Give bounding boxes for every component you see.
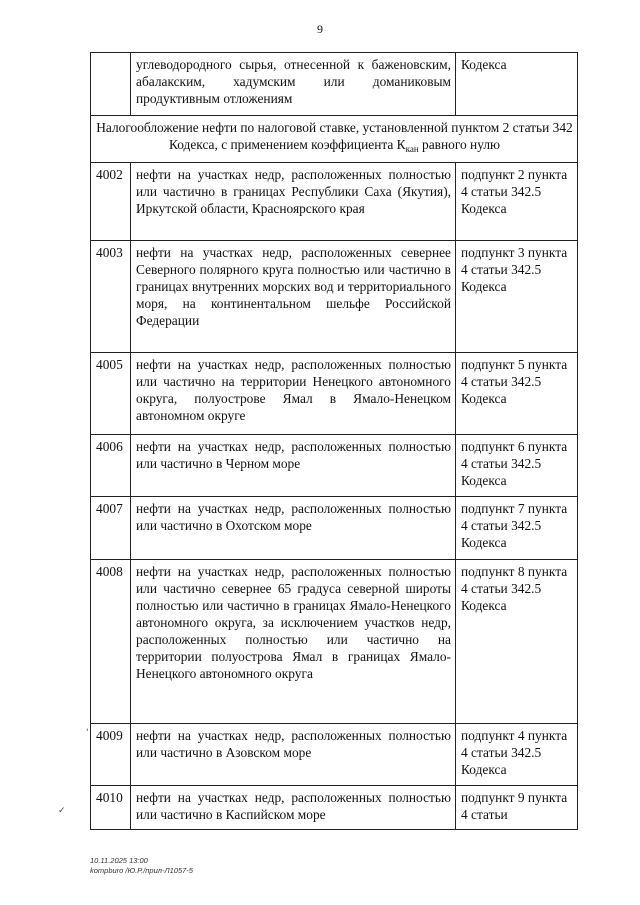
code-cell [91, 53, 131, 116]
description-cell: углеводородного сырья, отнесенной к баженовским, абалакским, хадумским или доманиковым продуктивным отложениям [131, 53, 456, 116]
table-row [91, 53, 578, 116]
description-cell: нефти на участках недр, расположенных полностью или частично севернее 65 градуса северной широты полностью или частично в границах Ямало-Ненецкого автономного округа, за исключением участков недр, расположенных полностью или частично на территории полуострова Ямал в границах Ямало-Ненецкого автономного округа [131, 560, 456, 724]
reference-cell: Кодекса [456, 53, 578, 116]
description-cell: нефти на участках недр, расположенных полностью или частично в Охотском море [131, 497, 456, 560]
reference-cell: подпункт 2 пункта 4 статьи 342.5 Кодекса [456, 163, 578, 241]
reference-cell: подпункт 9 пункта 4 статьи [456, 786, 578, 830]
table-row [91, 724, 578, 786]
table-row [91, 163, 578, 241]
description-cell: нефти на участках недр, расположенных полностью или частично на территории Ненецкого автономного округа, полуострове Ямал в Ямало-Ненецком автономном округе [131, 353, 456, 435]
description-cell: нефти на участках недр, расположенных севернее Северного полярного круга полностью или частично в границах внутренних морских вод и территориального моря, на континентальном шельфе Российской Федерации [131, 241, 456, 353]
margin-tick-mark: ' [86, 728, 89, 738]
reference-cell: подпункт 5 пункта 4 статьи 342.5 Кодекса [456, 353, 578, 435]
description-cell: нефти на участках недр, расположенных полностью или частично в Каспийском море [131, 786, 456, 830]
reference-cell: подпункт 8 пункта 4 статьи 342.5 Кодекса [456, 560, 578, 724]
tax-code-table [90, 52, 578, 830]
document-footer [90, 856, 193, 876]
table-row [91, 353, 578, 435]
coefficient-subscript: кан [405, 144, 419, 154]
code-cell: 4002 [91, 163, 131, 241]
code-cell: 4003 [91, 241, 131, 353]
description-cell: нефти на участках недр, расположенных полностью или частично в Азовском море [131, 724, 456, 786]
code-cell: 4009 [91, 724, 131, 786]
table-row [91, 786, 578, 830]
table-row [91, 435, 578, 497]
footer-date: 10.11.2025 13:00 [90, 856, 148, 865]
reference-cell: подпункт 3 пункта 4 статьи 342.5 Кодекса [456, 241, 578, 353]
section-header-row [91, 116, 578, 163]
section-header-suffix: равного нулю [418, 137, 501, 152]
code-cell: 4005 [91, 353, 131, 435]
code-cell: 4007 [91, 497, 131, 560]
page-number: 9 [317, 22, 323, 36]
check-mark-icon: ✓ [58, 806, 66, 816]
code-cell: 4008 [91, 560, 131, 724]
table-row [91, 497, 578, 560]
reference-cell: подпункт 7 пункта 4 статьи 342.5 Кодекса [456, 497, 578, 560]
footer-path: kompburo /Ю.Р./прил-Л1057-5 [90, 866, 193, 875]
section-header-text: Налогообложение нефти по налоговой ставке, установленной пунктом 2 статьи 342 Кодекса, с применением коэффициента К [96, 120, 573, 152]
code-cell: 4006 [91, 435, 131, 497]
reference-cell: подпункт 4 пункта 4 статьи 342.5 Кодекса [456, 724, 578, 786]
table-row [91, 560, 578, 724]
description-cell: нефти на участках недр, расположенных полностью или частично в Черном море [131, 435, 456, 497]
reference-cell: подпункт 6 пункта 4 статьи 342.5 Кодекса [456, 435, 578, 497]
table-row [91, 241, 578, 353]
code-cell: 4010 [91, 786, 131, 830]
section-header [91, 116, 578, 163]
description-cell: нефти на участках недр, расположенных полностью или частично в границах Республики Саха (Якутия), Иркутской области, Красноярского края [131, 163, 456, 241]
